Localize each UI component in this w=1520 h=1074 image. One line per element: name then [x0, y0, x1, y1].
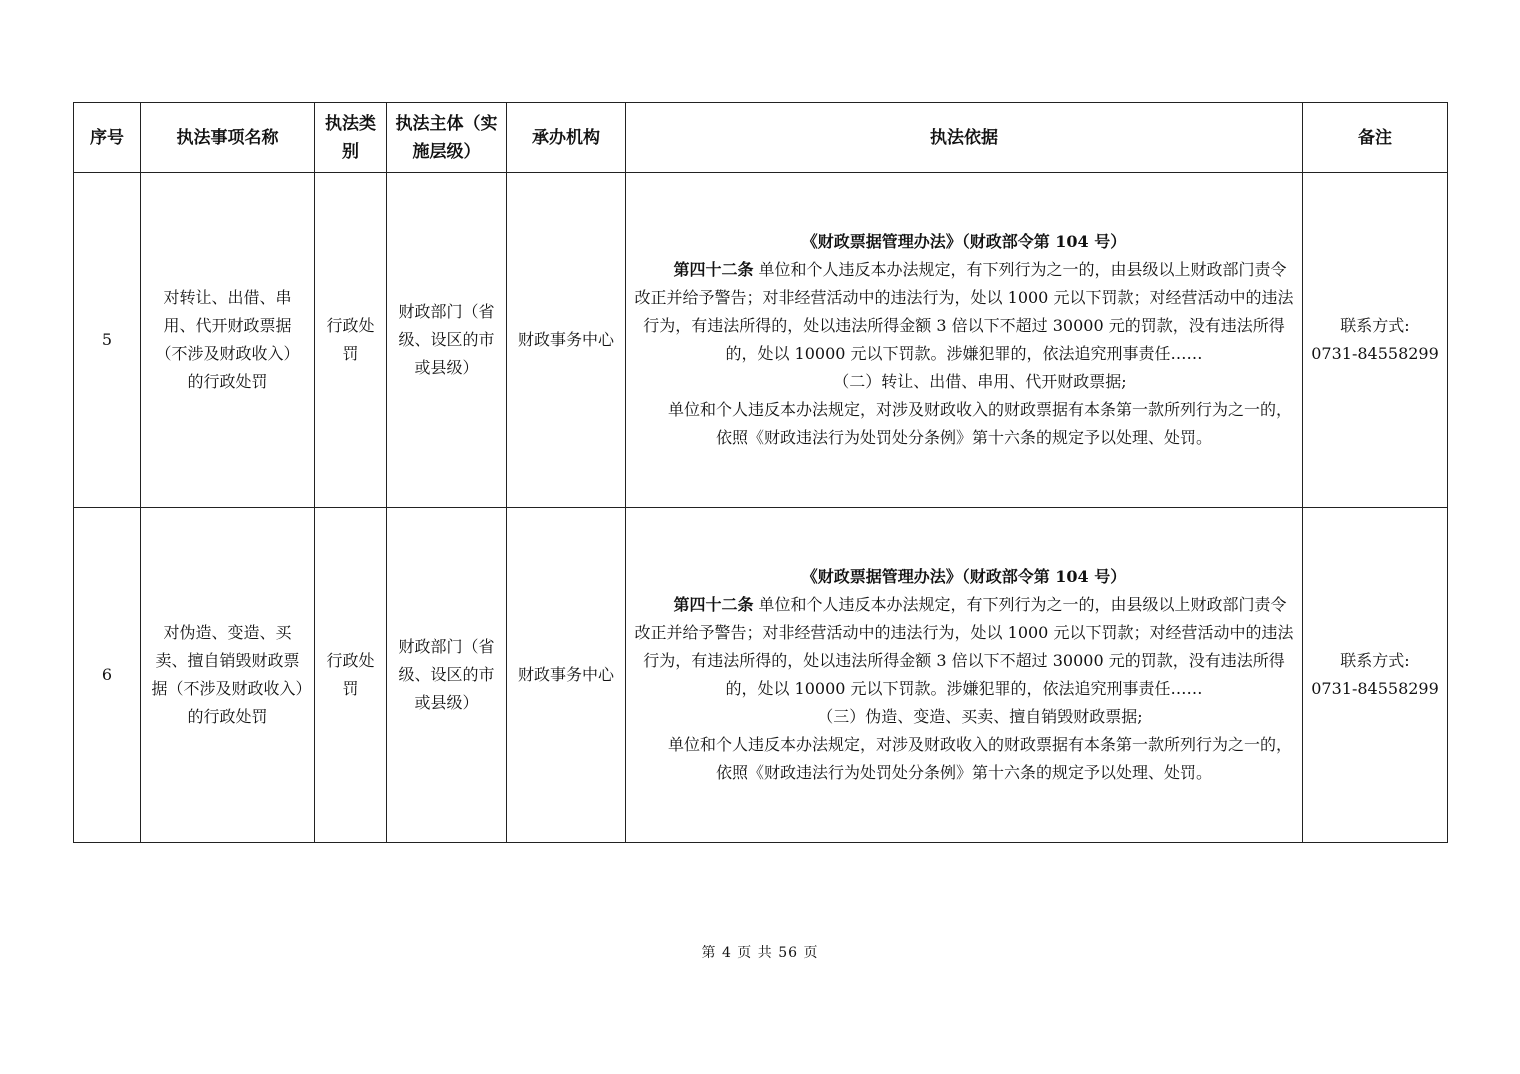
row-seq: 6: [74, 508, 141, 843]
header-item-name: 执法事项名称: [141, 103, 315, 173]
basis-paragraph-1-text: 单位和个人违反本办法规定，有下列行为之一的，由县级以上财政部门责令改正并给予警告；对非经营活动中的违法行为，处以 1000 元以下罚款；对经营活动中的违法行为，有违法所得的，处以违法所得金额 3 倍以下不超过 30000 元的罚款，没有违法所得的，处以 10000 元以下罚款。涉嫌犯罪的，依法追究刑事责任……: [634, 260, 1294, 363]
basis-paragraph-2: （三）伪造、变造、买卖、擅自销毁财政票据;: [817, 707, 1143, 726]
row-notes: [1303, 508, 1448, 843]
enforcement-table: [73, 102, 1448, 843]
row-category: 行政处罚: [315, 173, 387, 508]
row-org: 财政事务中心: [507, 173, 626, 508]
page-footer: 第 4 页 共 56 页: [701, 945, 819, 961]
header-seq: 序号: [74, 103, 141, 173]
header-basis: 执法依据: [626, 103, 1303, 173]
row-notes: [1303, 173, 1448, 508]
basis-paragraph-1: [634, 591, 1294, 703]
table-row: [74, 508, 1448, 843]
basis-paragraph-3: 单位和个人违反本办法规定，对涉及财政收入的财政票据有本条第一款所列行为之一的，依照《财政违法行为处罚处分条例》第十六条的规定予以处理、处罚。: [667, 735, 1292, 782]
row-subject: 财政部门（省级、设区的市或县级）: [387, 173, 507, 508]
basis-paragraph-2: （二）转让、出借、串用、代开财政票据;: [833, 372, 1127, 391]
basis-article: 第四十二条: [673, 260, 754, 279]
row-seq: 5: [74, 173, 141, 508]
row-basis: [626, 173, 1303, 508]
basis-law-title: 《财政票据管理办法》（财政部令第 104 号）: [801, 567, 1127, 586]
table-row: [74, 173, 1448, 508]
row-category: 行政处罚: [315, 508, 387, 843]
basis-law-title: 《财政票据管理办法》（财政部令第 104 号）: [801, 232, 1127, 251]
row-subject: 财政部门（省级、设区的市或县级）: [387, 508, 507, 843]
contact-phone: 0731-84558299: [1311, 679, 1439, 698]
row-item-name: 对伪造、变造、买卖、擅自销毁财政票据（不涉及财政收入）的行政处罚: [141, 508, 315, 843]
contact-label: 联系方式:: [1340, 316, 1410, 335]
basis-paragraph-3: 单位和个人违反本办法规定，对涉及财政收入的财政票据有本条第一款所列行为之一的，依照《财政违法行为处罚处分条例》第十六条的规定予以处理、处罚。: [667, 400, 1292, 447]
contact-label: 联系方式:: [1340, 651, 1410, 670]
basis-paragraph-1: [634, 256, 1294, 368]
row-item-name: 对转让、出借、串用、代开财政票据（不涉及财政收入）的行政处罚: [141, 173, 315, 508]
basis-paragraph-1-text: 单位和个人违反本办法规定，有下列行为之一的，由县级以上财政部门责令改正并给予警告；对非经营活动中的违法行为，处以 1000 元以下罚款；对经营活动中的违法行为，有违法所得的，处以违法所得金额 3 倍以下不超过 30000 元的罚款，没有违法所得的，处以 10000 元以下罚款。涉嫌犯罪的，依法追究刑事责任……: [634, 595, 1294, 698]
header-org: 承办机构: [507, 103, 626, 173]
basis-article: 第四十二条: [673, 595, 754, 614]
header-subject: 执法主体（实施层级）: [387, 103, 507, 173]
row-org: 财政事务中心: [507, 508, 626, 843]
header-notes: 备注: [1303, 103, 1448, 173]
header-category: 执法类别: [315, 103, 387, 173]
table-header-row: [74, 103, 1448, 173]
contact-phone: 0731-84558299: [1311, 344, 1439, 363]
row-basis: [626, 508, 1303, 843]
